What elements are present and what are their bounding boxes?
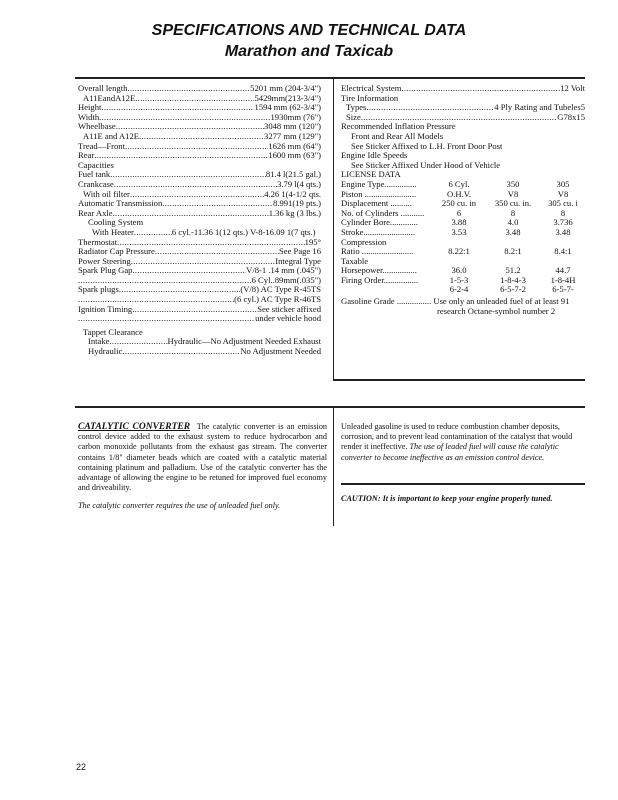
engine-cell: 350 cu. in. bbox=[494, 198, 532, 209]
spec-label: Fuel tank bbox=[78, 169, 111, 180]
spec-label: Height bbox=[78, 102, 102, 113]
engine-data-table bbox=[341, 180, 585, 295]
engine-row-label: Piston ........................ bbox=[341, 188, 417, 199]
spec-row bbox=[78, 314, 321, 324]
catalytic-note: The catalytic converter requires the use of unleaded fuel only. bbox=[78, 501, 281, 511]
dot-leader bbox=[114, 180, 277, 190]
engine-cell: 4.0 bbox=[507, 217, 519, 228]
inflation-heading: Recommended Inflation Pressure bbox=[341, 121, 456, 132]
engine-row-label: Engine Type............... bbox=[341, 178, 417, 189]
spec-label: Spark Plug Gap bbox=[78, 265, 133, 276]
dot-leader bbox=[155, 247, 279, 257]
spec-value: 1930mm (76") bbox=[270, 111, 321, 122]
dot-leader bbox=[135, 94, 254, 104]
with-heater-label: With Heater bbox=[92, 226, 134, 237]
engine-row-label: No. of Cylinders ........... bbox=[341, 207, 425, 218]
spec-label: Thermostat bbox=[78, 236, 118, 247]
engine-row-label bbox=[341, 285, 433, 295]
page-title: SPECIFICATIONS AND TECHNICAL DATA bbox=[151, 22, 467, 39]
capacities-heading: Capacities bbox=[78, 159, 114, 170]
engine-row-label: Stroke........................ bbox=[341, 226, 415, 237]
tappet-specs bbox=[78, 337, 321, 356]
gasoline-value-2: research Octane-symbol number 2 bbox=[437, 305, 556, 316]
dot-leader bbox=[139, 132, 264, 142]
engine-cell: 3.48 bbox=[505, 226, 521, 237]
dot-leader bbox=[101, 103, 254, 113]
engine-cell: 8 bbox=[510, 207, 516, 218]
engine-cell: 1-5-3 bbox=[449, 274, 469, 285]
engine-table-row bbox=[341, 247, 585, 257]
spec-value: 8.991(19 pts.) bbox=[273, 198, 321, 209]
spec-value: (6 cyl.) AC Type R-46TS bbox=[234, 294, 321, 305]
inflation-line-2: See Sticker Affixed to L.H. Front Door Post bbox=[351, 140, 503, 151]
engine-cell: V8 bbox=[507, 188, 519, 199]
engine-cell: 305 cu. i bbox=[548, 198, 578, 209]
unleaded-warning: The use of leaded fuel will cause the catalytic converter to become ineffective as an emission control device. bbox=[341, 442, 559, 462]
spec-label: Ignition Timing bbox=[78, 303, 133, 314]
tire-size-value: G78x15 bbox=[557, 111, 585, 122]
engine-cell: 6-5-7-2 bbox=[500, 284, 526, 295]
engine-cell: 6 bbox=[456, 207, 462, 218]
engine-cell: 305 bbox=[556, 178, 570, 189]
engine-row-label: Taxable bbox=[341, 255, 369, 266]
spec-value: 3.79 l(4 qts.) bbox=[277, 178, 321, 189]
spec-value: 195° bbox=[304, 236, 321, 247]
engine-cell: 6-2-4 bbox=[449, 284, 469, 295]
unleaded-body: Unleaded gasoline is used to reduce combustion chamber deposits, corrosion, and to prevent lead contamination of the catalyst that would render it ineffective. bbox=[341, 422, 573, 452]
spec-label: A11EandA12E bbox=[83, 92, 136, 103]
engine-row-label: Ratio ........................ bbox=[341, 246, 414, 257]
engine-cell: 3.53 bbox=[451, 226, 467, 237]
dot-leader bbox=[110, 170, 266, 180]
spec-label: Power Steering bbox=[78, 255, 131, 266]
engine-cell: O.H.V. bbox=[447, 188, 471, 199]
page-number: 22 bbox=[76, 762, 87, 772]
caution-section bbox=[341, 494, 553, 504]
engine-cell: 3.88 bbox=[451, 217, 467, 228]
engine-cell: 3.736 bbox=[553, 217, 573, 228]
spec-row bbox=[78, 151, 321, 161]
tappet-heading: Tappet Clearance bbox=[83, 326, 143, 337]
engine-cell: 8 bbox=[560, 207, 566, 218]
tire-types-value: 4 Ply Rating and Tubeles5 bbox=[494, 102, 585, 113]
spec-value: (V/8) AC Type R-45TS bbox=[240, 284, 321, 295]
spec-label: Crankcase bbox=[78, 178, 114, 189]
tire-heading: Tire Information bbox=[341, 92, 399, 103]
spec-label: Tread—Front bbox=[78, 140, 125, 151]
electrical-value: 12 Volt bbox=[560, 83, 585, 93]
catalytic-top-rule bbox=[75, 406, 585, 408]
cooling-system-label: Cooling System bbox=[88, 217, 144, 228]
dot-leader bbox=[122, 347, 240, 357]
column-divider bbox=[333, 77, 334, 380]
spec-row bbox=[78, 347, 321, 357]
misc-specs bbox=[78, 238, 321, 324]
dot-leader bbox=[125, 142, 268, 152]
spec-value: 3277 mm (129") bbox=[264, 130, 321, 141]
spec-label: Overall length bbox=[78, 83, 128, 93]
catalytic-heading: CATALYTIC CONVERTER bbox=[78, 422, 191, 432]
engine-cell: 1-8-4H bbox=[550, 274, 576, 285]
spec-value: 5201 mm (204-3/4") bbox=[250, 83, 321, 93]
engine-cell: 36.0 bbox=[451, 265, 467, 276]
dot-leader bbox=[127, 84, 250, 94]
engine-cell: 8.4:1 bbox=[554, 246, 572, 257]
left-spec-column bbox=[78, 84, 321, 357]
spec-value: under vehicle hood bbox=[255, 313, 321, 324]
electrical-label: Electrical System bbox=[341, 83, 402, 93]
catalytic-section bbox=[78, 422, 327, 512]
spec-value: 1626 mm (64") bbox=[268, 140, 321, 151]
tire-types-row bbox=[341, 103, 585, 113]
spec-value: 1600 mm (63") bbox=[268, 150, 321, 161]
dot-leader bbox=[162, 199, 273, 209]
engine-cell: 6-5-7- bbox=[552, 284, 574, 295]
spec-value: 1.36 kg (3 lbs.) bbox=[268, 207, 321, 218]
engine-row-label: Horsepower................ bbox=[341, 265, 417, 276]
unleaded-section bbox=[341, 422, 581, 463]
engine-cell: 6 Cyl. bbox=[448, 178, 470, 189]
page-subtitle: Marathon and Taxicab bbox=[224, 43, 394, 60]
spec-label: With oil filter bbox=[83, 188, 130, 199]
license-heading: LICENSE DATA bbox=[341, 169, 401, 180]
spec-label: Rear Axle bbox=[78, 207, 113, 218]
spec-label: Radiator Cap Pressure bbox=[78, 246, 155, 257]
spec-label: A11E and A12E bbox=[83, 130, 140, 141]
specs-bottom-rule bbox=[333, 379, 585, 381]
spec-value: No Adjustment Needed bbox=[240, 346, 321, 357]
top-rule bbox=[75, 77, 585, 79]
dot-leader bbox=[94, 151, 268, 161]
dimension-specs bbox=[78, 84, 321, 161]
dot-leader bbox=[99, 113, 270, 123]
engine-row-label: Cylinder Bore............. bbox=[341, 217, 418, 228]
spec-label: Width bbox=[78, 111, 100, 122]
spec-value: Hydraulic—No Adjustment Needed Exhaust bbox=[167, 336, 321, 347]
spec-value: See Page 16 bbox=[278, 246, 321, 257]
spec-label: Spark plugs bbox=[78, 284, 119, 295]
capacity-specs bbox=[78, 170, 321, 218]
engine-cell: 44.7 bbox=[555, 265, 571, 276]
engine-cell: 8.22:1 bbox=[448, 246, 470, 257]
spec-label: Automatic Transmission bbox=[78, 198, 163, 209]
spec-value: 3048 mm (120") bbox=[264, 121, 321, 132]
tire-types-label: Types bbox=[346, 102, 367, 113]
tire-size-label: Size bbox=[346, 111, 361, 122]
with-heater-value: 6 cyl.-11.36 1(12 qts.) V-8-16.09 1(7 qts.) bbox=[171, 226, 316, 237]
spec-label: Wheelbase bbox=[78, 121, 116, 132]
catalytic-body: The catalytic converter is an emission control device added to the exhaust system to reduce hydrocarbon and carbon monoxide pollutants from the exhaust gas stream. The converter contains 1/8" diameter beads which are coated with a catalytic material containing platinum and palladium. Use of the catalytic converter has the advantage of allowing the engine to be retuned for improved fuel economy and driveability. bbox=[78, 422, 328, 493]
spec-value: See sticker affixed bbox=[257, 303, 321, 314]
dot-leader bbox=[132, 266, 246, 276]
gasoline-value-1: Use only an unleaded fuel of at least 91 bbox=[433, 296, 570, 307]
spec-value: 6 Cyl..89mm(.035") bbox=[251, 274, 321, 285]
inflation-line-1: Front and Rear All Models bbox=[351, 130, 444, 141]
spec-label: Intake bbox=[88, 336, 110, 347]
right-spec-column bbox=[341, 84, 585, 316]
idle-heading: Engine Idle Speeds bbox=[341, 150, 408, 161]
spec-value: 1594 mm (62-3/4") bbox=[254, 102, 321, 113]
gasoline-label: Gasoline Grade ................ bbox=[341, 296, 432, 307]
spec-value: 81.4 l(21.5 gal.) bbox=[265, 169, 321, 180]
spec-label: Rear bbox=[78, 150, 95, 161]
engine-cell: 51.2 bbox=[505, 265, 521, 276]
engine-table-row bbox=[341, 285, 585, 295]
engine-cell: 8.2:1 bbox=[504, 246, 522, 257]
engine-cell: 250 cu. in bbox=[441, 198, 477, 209]
engine-cell: 3.48 bbox=[555, 226, 571, 237]
catalytic-divider bbox=[333, 406, 334, 526]
engine-row-label: Displacement .......... bbox=[341, 198, 412, 209]
engine-cell: 1-8-4-3 bbox=[500, 274, 526, 285]
spec-value: 5429mm(213-3/4") bbox=[254, 92, 321, 103]
engine-cell: V8 bbox=[557, 188, 569, 199]
engine-row-label: Compression bbox=[341, 236, 387, 247]
engine-row-label: Firing Order................ bbox=[341, 274, 419, 285]
dot-leader bbox=[119, 285, 241, 295]
dot-leader bbox=[132, 305, 257, 315]
engine-cell: 350 bbox=[506, 178, 520, 189]
dot-leader bbox=[78, 314, 255, 324]
caution-text: CAUTION: It is important to keep your engine properly tuned. bbox=[341, 494, 553, 503]
spec-label: Hydraulic bbox=[88, 346, 123, 357]
spec-value: Integral Type bbox=[275, 255, 321, 266]
idle-line-1: See Sticker Affixed Under Hood of Vehicle bbox=[351, 159, 501, 170]
spec-value: V/8-1 .14 mm (.045") bbox=[246, 265, 321, 276]
caution-rule bbox=[341, 483, 585, 485]
spec-value: 4.26 1(4-1/2 qts. bbox=[264, 188, 321, 199]
